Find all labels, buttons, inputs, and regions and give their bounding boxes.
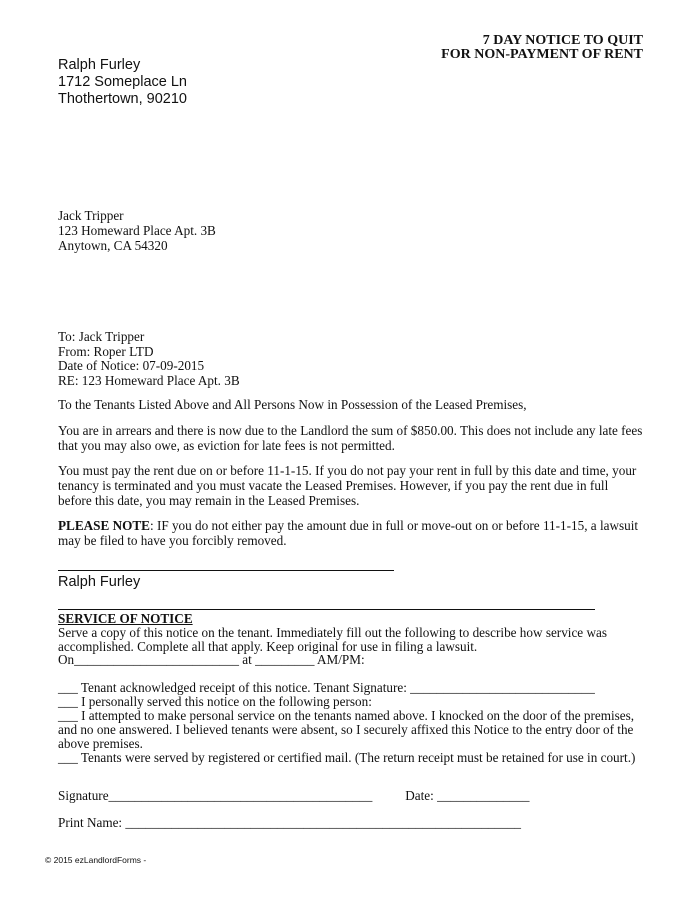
checklist-item-acknowledged[interactable]: ___ Tenant acknowledged receipt of this notice. Tenant Signature: ____________________________ bbox=[58, 680, 595, 695]
landlord-street: 1712 Someplace Ln bbox=[58, 74, 187, 90]
section-divider-line bbox=[58, 609, 595, 610]
tenant-address-block bbox=[58, 208, 216, 253]
signer-name: Ralph Furley bbox=[58, 574, 141, 590]
title-line-2: FOR NON-PAYMENT OF RENT bbox=[441, 47, 643, 62]
footer-copyright: © 2015 ezLandlordForms - bbox=[45, 855, 147, 865]
server-signature-date-row[interactable]: Signature________________________________________ Date: ______________ bbox=[58, 788, 530, 803]
service-date-time-field[interactable]: On_________________________ at _________ AM/PM: bbox=[58, 652, 365, 667]
memo-date: Date of Notice: 07-09-2015 bbox=[58, 358, 205, 373]
service-checklist bbox=[58, 681, 650, 765]
tenant-city: Anytown, CA 54320 bbox=[58, 238, 168, 253]
tenant-street: 123 Homeward Place Apt. 3B bbox=[58, 223, 216, 238]
checklist-item-personally-served[interactable]: ___ I personally served this notice on the following person: bbox=[58, 694, 372, 709]
arrears-paragraph: You are in arrears and there is now due to the Landlord the sum of $850.00. This does not include any late fees that you may also owe, as eviction for late fees is not permitted. bbox=[58, 423, 643, 453]
memo-re: RE: 123 Homeward Place Apt. 3B bbox=[58, 372, 240, 388]
memo-from: From: Roper LTD bbox=[58, 343, 154, 359]
landlord-signature-line bbox=[58, 570, 394, 571]
service-instructions: Serve a copy of this notice on the tenant. Immediately fill out the following to describe how service was accomplished. Complete all that apply. Keep original for use in filing a lawsuit. bbox=[58, 625, 607, 654]
print-name-row[interactable]: Print Name: ____________________________________________________________ bbox=[58, 815, 522, 830]
please-note-text: : IF you do not either pay the amount due in full or move-out on or before 11-1-15, a lawsuit may be filed to have you forcibly removed. bbox=[58, 518, 639, 548]
memo-block bbox=[58, 330, 240, 388]
please-note-paragraph bbox=[58, 518, 644, 548]
service-heading: SERVICE OF NOTICE bbox=[58, 611, 193, 626]
tenant-name: Jack Tripper bbox=[58, 208, 124, 223]
memo-to: To: Jack Tripper bbox=[58, 329, 145, 344]
checklist-item-affixed[interactable]: ___ I attempted to make personal service on the tenants named above. I knocked on the door of the premises, and no one answered. I believed tenants were absent, so I securely affixed this Notice to the entry door of the above premises. bbox=[58, 708, 635, 751]
title-line-1: 7 DAY NOTICE TO QUIT bbox=[482, 33, 643, 48]
please-note-label: PLEASE NOTE bbox=[58, 518, 150, 533]
document-title bbox=[441, 34, 643, 62]
landlord-city: Thothertown, 90210 bbox=[58, 91, 187, 107]
rent-paragraph: You must pay the rent due on or before 11-1-15. If you do not pay your rent in full by this date and time, your tenancy is terminated and you must vacate the Leased Premises. However, if you pay the rent due in full before this date, you may remain in the Leased Premises. bbox=[58, 463, 637, 508]
landlord-address-block bbox=[58, 57, 187, 108]
checklist-item-mail[interactable]: ___ Tenants were served by registered or certified mail. (The return receipt must be retained for use in court.) bbox=[58, 750, 636, 765]
landlord-name: Ralph Furley bbox=[58, 57, 141, 73]
salutation-paragraph: To the Tenants Listed Above and All Persons Now in Possession of the Leased Premises, bbox=[58, 397, 527, 412]
